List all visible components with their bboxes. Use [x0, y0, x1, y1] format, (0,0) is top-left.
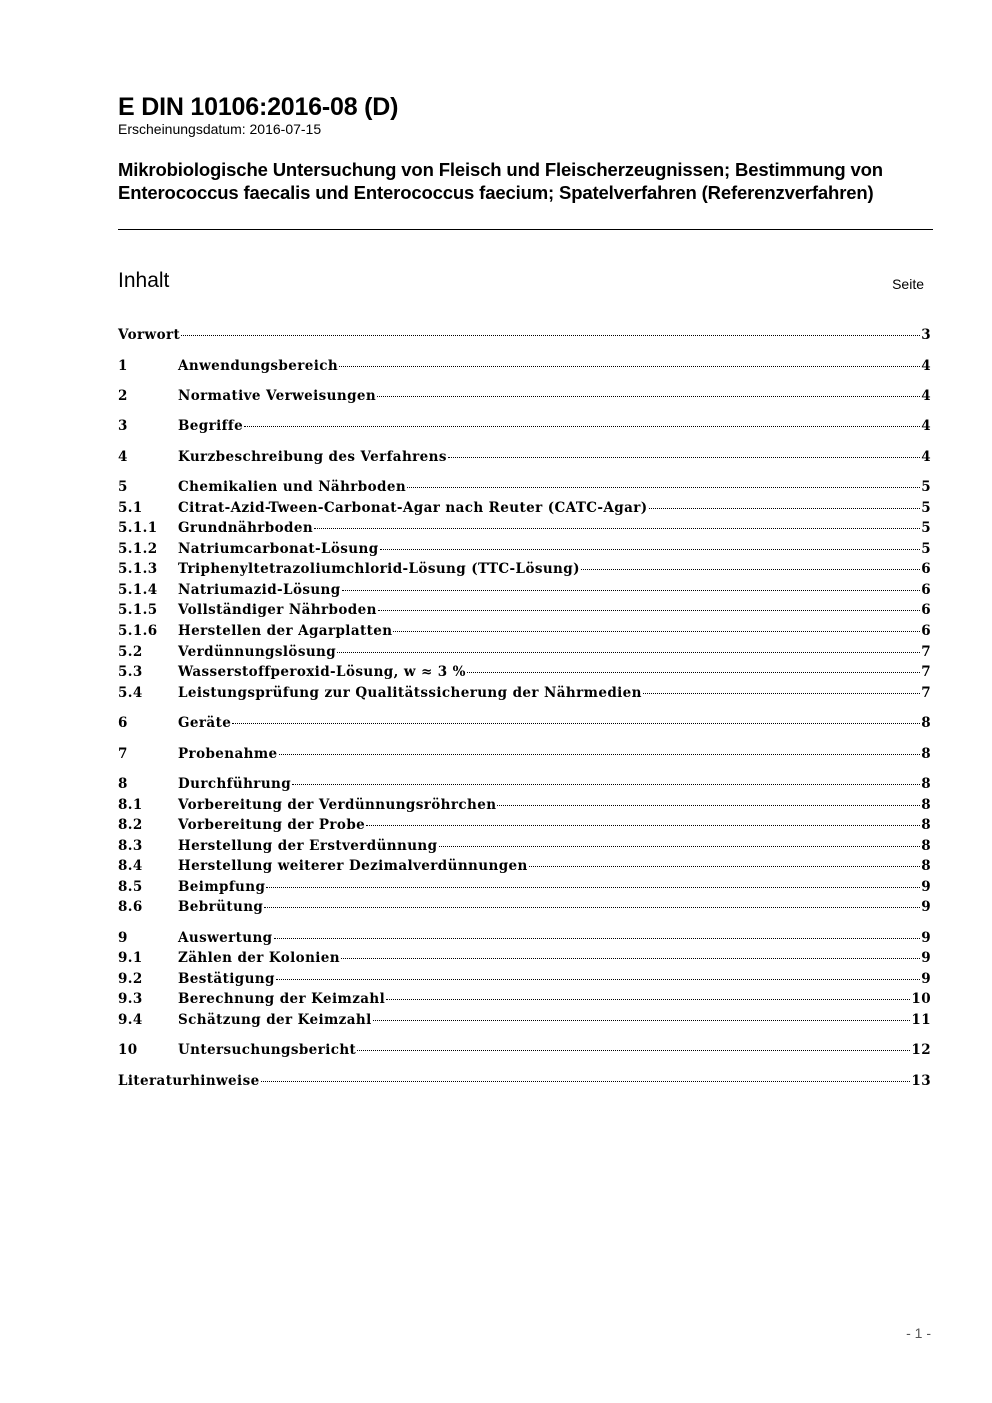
publication-date: Erscheinungsdatum: 2016-07-15 [118, 121, 322, 137]
toc-entry[interactable] [118, 580, 931, 600]
toc-entry-page: 7 [921, 644, 931, 660]
toc-dot-leader [292, 783, 920, 785]
toc-entry[interactable] [118, 477, 931, 497]
toc-dot-leader [337, 651, 920, 653]
toc-entry-number: 10 [118, 1042, 138, 1058]
toc-entry-number: 5.1.4 [118, 582, 158, 598]
toc-entry[interactable] [118, 795, 931, 815]
toc-entry-title: Zählen der Kolonien [178, 950, 341, 966]
toc-entry-number: 4 [118, 449, 128, 465]
toc-entry-page: 6 [921, 582, 931, 598]
toc-dot-leader [649, 507, 921, 509]
toc-entry-title: Natriumazid-Lösung [178, 582, 341, 598]
toc-entry[interactable] [118, 1040, 931, 1060]
toc-entry[interactable] [118, 662, 931, 682]
toc-entry-page: 3 [921, 327, 931, 343]
toc-entry-title: Auswertung [178, 930, 273, 946]
toc-entry-title: Literaturhinweise [118, 1073, 260, 1089]
toc-dot-leader [581, 568, 920, 570]
toc-entry-number: 8.6 [118, 899, 143, 915]
toc-dot-leader [339, 365, 920, 367]
toc-dot-leader [266, 886, 920, 888]
toc-dot-leader [314, 527, 920, 529]
toc-dot-leader [407, 486, 920, 488]
toc-dot-leader [380, 548, 921, 550]
toc-entry-title: Kurzbeschreibung des Verfahrens [178, 449, 447, 465]
toc-heading: Inhalt [118, 269, 170, 292]
toc-entry-title: Schätzung der Keimzahl [178, 1012, 372, 1028]
toc-entry-title: Normative Verweisungen [178, 388, 377, 404]
toc-entry-page: 6 [921, 561, 931, 577]
toc-entry-number: 5.1 [118, 500, 143, 516]
toc-entry-page: 6 [921, 623, 931, 639]
toc-entry[interactable] [118, 600, 931, 620]
title-divider [118, 229, 933, 230]
toc-entry-page: 9 [921, 971, 931, 987]
toc-dot-leader [276, 978, 920, 980]
toc-entry[interactable] [118, 815, 931, 835]
toc-entry-title: Leistungsprüfung zur Qualitätssicherung der Nährmedien [178, 685, 642, 701]
toc-entry-page: 8 [921, 797, 931, 813]
page-number: - 1 - [906, 1325, 931, 1341]
toc-entry-title: Berechnung der Keimzahl [178, 991, 386, 1007]
toc-entry[interactable] [118, 713, 931, 733]
toc-entry-number: 5.2 [118, 644, 143, 660]
toc-entry-number: 5.1.3 [118, 561, 158, 577]
toc-entry[interactable] [118, 928, 931, 948]
toc-entry-title: Verdünnungslösung [178, 644, 337, 660]
toc-entry-page: 9 [921, 879, 931, 895]
toc-entry-number: 2 [118, 388, 128, 404]
toc-entry-page: 4 [921, 418, 931, 434]
toc-entry-number: 9.2 [118, 971, 143, 987]
toc-dot-leader [366, 824, 920, 826]
toc-entry[interactable] [118, 386, 931, 406]
toc-entry-title: Geräte [178, 715, 232, 731]
toc-entry-title: Vorbereitung der Probe [178, 817, 366, 833]
toc-entry[interactable] [118, 416, 931, 436]
toc-dot-leader [393, 630, 920, 632]
toc-entry-number: 5.1.1 [118, 520, 158, 536]
toc-entry-page: 9 [921, 899, 931, 915]
document-title: Mikrobiologische Untersuchung von Fleisch und Fleischerzeugnissen; Bestimmung von Enterococcus faecalis und Enterococcus faecium; Spatelverfahren (Referenzverfahren) [118, 159, 883, 203]
toc-entry-page: 7 [921, 664, 931, 680]
toc-entry[interactable] [118, 518, 931, 538]
toc-entry[interactable] [118, 356, 931, 376]
toc-entry[interactable] [118, 1010, 931, 1030]
toc-entry-number: 5 [118, 479, 128, 495]
toc-entry[interactable] [118, 498, 931, 518]
toc-entry-title: Chemikalien und Nährboden [178, 479, 407, 495]
toc-entry-title: Wasserstoffperoxid-Lösung, w ≈ 3 % [178, 664, 466, 680]
toc-entry-title: Herstellung der Erstverdünnung [178, 838, 438, 854]
toc-dot-leader [232, 722, 920, 724]
toc-entry-number: 8.2 [118, 817, 143, 833]
toc-dot-leader [377, 395, 920, 397]
toc-entry[interactable] [118, 989, 931, 1009]
toc-entry-number: 8.4 [118, 858, 143, 874]
toc-dot-leader [467, 671, 920, 673]
toc-entry-title: Anwendungsbereich [178, 358, 339, 374]
toc-entry-page: 5 [921, 500, 931, 516]
toc-entry-number: 5.4 [118, 685, 143, 701]
toc-entry[interactable] [118, 683, 931, 703]
toc-entry-number: 8.5 [118, 879, 143, 895]
toc-entry-number: 1 [118, 358, 128, 374]
toc-dot-leader [373, 1019, 911, 1021]
toc-entry[interactable] [118, 1071, 931, 1091]
toc-entry-page: 5 [921, 520, 931, 536]
toc-entry-title: Grundnährboden [178, 520, 314, 536]
toc-entry[interactable] [118, 559, 931, 579]
toc-entry-page: 4 [921, 358, 931, 374]
toc-entry-number: 5.3 [118, 664, 143, 680]
toc-dot-leader [378, 609, 920, 611]
toc-entry-number: 8 [118, 776, 128, 792]
toc-entry-page: 4 [921, 449, 931, 465]
toc-dot-leader [261, 1080, 911, 1082]
toc-entry-page: 9 [921, 950, 931, 966]
toc-entry-title: Herstellen der Agarplatten [178, 623, 393, 639]
toc-dot-leader [342, 589, 921, 591]
toc-entry-page: 5 [921, 541, 931, 557]
toc-entry[interactable] [118, 836, 931, 856]
toc-entry-title: Vollständiger Nährboden [178, 602, 377, 618]
toc-entry-title: Durchführung [178, 776, 292, 792]
toc-entry-page: 6 [921, 602, 931, 618]
toc-entry[interactable] [118, 325, 931, 345]
toc-entry[interactable] [118, 642, 931, 662]
toc-entry-number: 9.4 [118, 1012, 143, 1028]
toc-entry-page: 8 [921, 838, 931, 854]
toc-entry-number: 5.1.2 [118, 541, 158, 557]
toc-entry-number: 5.1.6 [118, 623, 158, 639]
toc-entry-title: Beimpfung [178, 879, 266, 895]
toc-entry-title: Bestätigung [178, 971, 275, 987]
toc-entry-page: 8 [921, 817, 931, 833]
toc-dot-leader [279, 753, 921, 755]
toc-dot-leader [181, 334, 920, 336]
toc-entry-page: 8 [921, 776, 931, 792]
toc-page-column-label: Seite [892, 276, 924, 292]
toc-entry[interactable] [118, 948, 931, 968]
toc-entry[interactable] [118, 539, 931, 559]
toc-entry-page: 9 [921, 930, 931, 946]
toc-entry-page: 10 [911, 991, 931, 1007]
toc-dot-leader [643, 692, 920, 694]
toc-entry-title: Vorwort [118, 327, 181, 343]
toc-entry[interactable] [118, 447, 931, 467]
toc-entry-page: 4 [921, 388, 931, 404]
toc-entry-number: 9 [118, 930, 128, 946]
toc-entry-page: 11 [911, 1012, 931, 1028]
toc-entry-title: Vorbereitung der Verdünnungsröhrchen [178, 797, 497, 813]
toc-dot-leader [386, 998, 910, 1000]
toc-dot-leader [439, 845, 921, 847]
toc-entry[interactable] [118, 744, 931, 764]
toc-entry-title: Herstellung weiterer Dezimalverdünnungen [178, 858, 528, 874]
toc-entry[interactable] [118, 877, 931, 897]
document-id: E DIN 10106:2016-08 (D) [118, 93, 399, 121]
toc-entry-title: Natriumcarbonat-Lösung [178, 541, 379, 557]
toc-dot-leader [264, 906, 920, 908]
toc-entry[interactable] [118, 897, 931, 917]
toc-dot-leader [341, 957, 920, 959]
toc-entry-title: Begriffe [178, 418, 244, 434]
toc-entry[interactable] [118, 969, 931, 989]
toc-dot-leader [244, 425, 920, 427]
toc-entry-title: Untersuchungsbericht [178, 1042, 357, 1058]
toc-entry-title: Bebrütung [178, 899, 264, 915]
toc-entry-number: 8.3 [118, 838, 143, 854]
toc-entry-page: 5 [921, 479, 931, 495]
toc-dot-leader [448, 456, 920, 458]
toc-entry-number: 6 [118, 715, 128, 731]
toc-entry-page: 7 [921, 685, 931, 701]
toc-entry[interactable] [118, 774, 931, 794]
toc-entry-number: 5.1.5 [118, 602, 158, 618]
toc-dot-leader [497, 804, 920, 806]
toc-entry[interactable] [118, 856, 931, 876]
toc-entry-page: 13 [911, 1073, 931, 1089]
toc-entry-title: Probenahme [178, 746, 278, 762]
toc-entry-page: 12 [911, 1042, 931, 1058]
toc-dot-leader [529, 865, 920, 867]
toc-entry-title: Triphenyltetrazoliumchlorid-Lösung (TTC-Lösung) [178, 561, 580, 577]
toc-entry-number: 3 [118, 418, 128, 434]
toc-entry[interactable] [118, 621, 931, 641]
toc-entry-number: 9.3 [118, 991, 143, 1007]
toc-dot-leader [357, 1049, 910, 1051]
toc-entry-number: 8.1 [118, 797, 143, 813]
toc-entry-page: 8 [921, 746, 931, 762]
toc-entry-page: 8 [921, 715, 931, 731]
toc-entry-number: 7 [118, 746, 128, 762]
toc-entry-number: 9.1 [118, 950, 143, 966]
toc-dot-leader [274, 937, 921, 939]
toc-entry-title: Citrat-Azid-Tween-Carbonat-Agar nach Reuter (CATC-Agar) [178, 500, 648, 516]
toc-entry-page: 8 [921, 858, 931, 874]
